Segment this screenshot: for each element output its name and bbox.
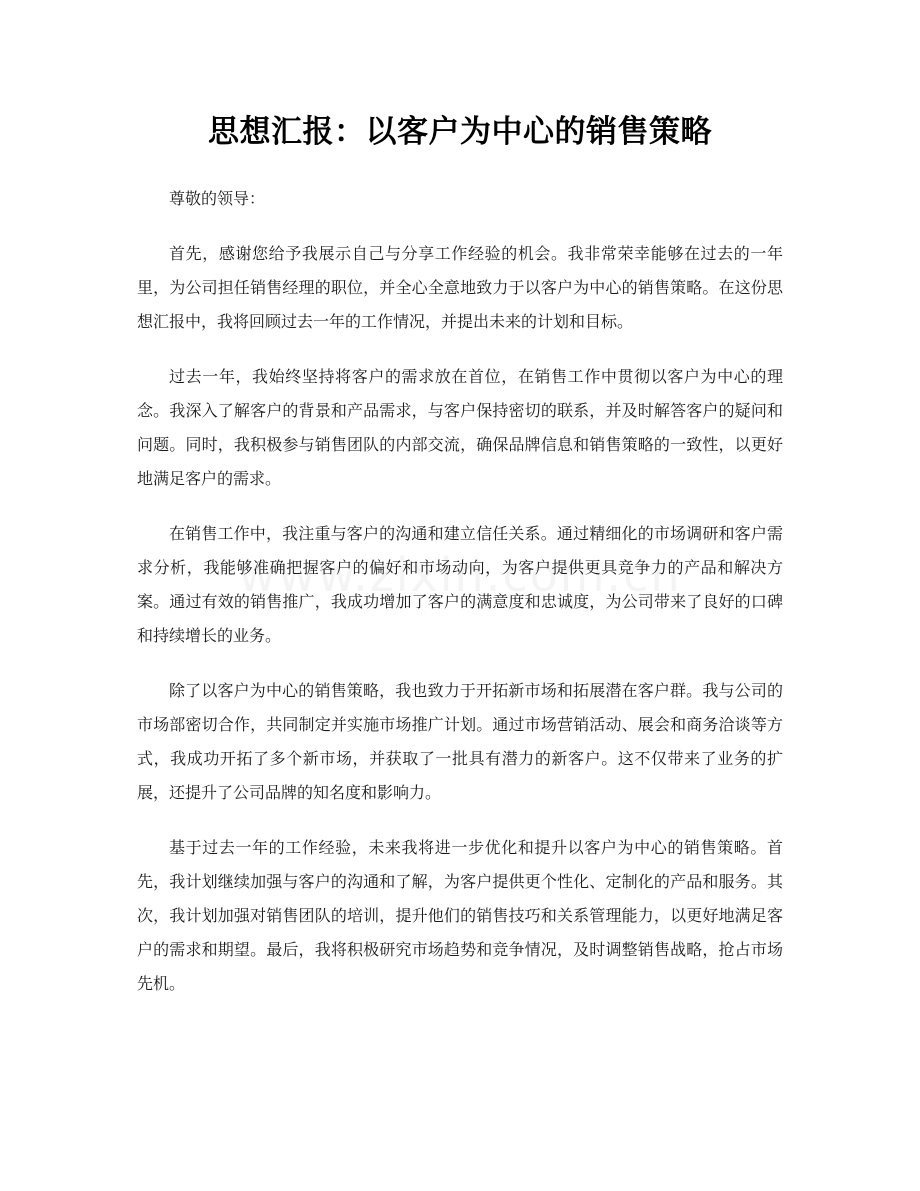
- paragraph-3: 在销售工作中，我注重与客户的沟通和建立信任关系。通过精细化的市场调研和客户需求分析，我能够准确把握客户的偏好和市场动向，为客户提供更具竞争力的产品和解决方案。通过有效的销售推广，我成功增加了客户的满意度和忠诚度，为公司带来了良好的口碑和持续增长的业务。: [137, 524, 783, 645]
- document-body: [137, 182, 783, 1022]
- paragraph-2: 过去一年，我始终坚持将客户的需求放在首位，在销售工作中贯彻以客户为中心的理念。我深入了解客户的背景和产品需求，与客户保持密切的联系，并及时解答客户的疑问和问题。同时，我积极参与销售团队的内部交流，确保品牌信息和销售策略的一致性，以更好地满足客户的需求。: [137, 367, 783, 488]
- salutation: 尊敬的领导：: [169, 189, 266, 208]
- paragraph-4: 除了以客户为中心的销售策略，我也致力于开拓新市场和拓展潜在客户群。我与公司的市场部密切合作，共同制定并实施市场推广计划。通过市场营销活动、展会和商务洽谈等方式，我成功开拓了多个新市场，并获取了一批具有潜力的新客户。这不仅带来了业务的扩展，还提升了公司品牌的知名度和影响力。: [137, 681, 783, 802]
- paragraph-1: 首先，感谢您给予我展示自己与分享工作经验的机会。我非常荣幸能够在过去的一年里，为公司担任销售经理的职位，并全心全意地致力于以客户为中心的销售策略。在这份思想汇报中，我将回顾过去一年的工作情况，并提出未来的计划和目标。: [137, 244, 783, 331]
- paragraph-5: 基于过去一年的工作经验，未来我将进一步优化和提升以客户为中心的销售策略。首先，我计划继续加强与客户的沟通和了解，为客户提供更个性化、定制化的产品和服务。其次，我计划加强对销售团队的培训，提升他们的销售技巧和关系管理能力，以更好地满足客户的需求和期望。最后，我将积极研究市场趋势和竞争情况，及时调整销售战略，抢占市场先机。: [137, 838, 783, 993]
- document-title: 思想汇报：以客户为中心的销售策略: [208, 114, 712, 150]
